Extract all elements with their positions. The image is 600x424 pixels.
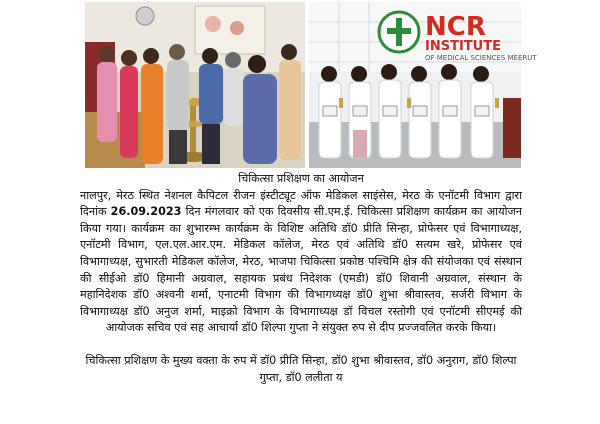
paragraph-1-intro: नालपुर, मेरठ स्थित नेशनल कैपिटल रीजन इंस्टीट्यूट ऑफ मेडिकल साइंसेस, मेरठ के एनॉटमी विभाग द्वारा दिनांक (80, 188, 522, 219)
ncr-logo-icon (379, 12, 419, 52)
banner-brand: NCR (425, 12, 486, 42)
event-date: 26.09.2023 (110, 205, 182, 219)
event-photos (85, 2, 537, 168)
paragraph-1-rest: दिन मंगलवार को एक दिवसीय सी.एम.ई. चिकित्सा प्रशिक्षण कार्यक्रम का आयोजन किया गया। कार्यक्रम का शुभारम्भ कार्यक्रम के विशिष्ट अतिथि डॉ0 प्रीति सिन्हा, प्रोफेसर एवं विभागाध्यक्ष, एनॉटमी विभाग, एल.एल.आर.एम. मेडिकल कॉलेज, मेरठ एवं अतिथि डॉ0 सत्यम खरे, प्रोफेसर एवं विभागाध्यक्ष, सुभारती मेडिकल कॉलेज, मेरठ, भाजपा चिकित्सा प्रकोष्ठ पश्चिमि क्षेत्र की संयोजका एवं संस्थान की सीईओ डॉ0 हिमानी अग्रवाल, सहायक प्रबंध निदेशक (एमडी) डॉ0 शिवानी अग्रवाल, संस्थान के महानिदेशक डॉ0 अश्वनी शर्मा, एनाटमी विभाग की विभागध्यक्ष डॉ0 शुभा श्रीवास्तव, सर्जरी विभाग के विभागाध्यक्ष डॉ0 अनुज शर्मा, माइक्रो विभाग के विभागाध्यक्ष डॉ विचल रस्तोगी एवं एनॉटमी सीएमई की आयोजक सचिव एवं सह आचार्या डॉ0 शिल्पा गुप्ता ने संयुक्त रुप से दीप प्रज्जवलित करके किया। (80, 205, 523, 335)
article-paragraph-1 (80, 188, 522, 337)
award-recipients-photo (309, 2, 537, 168)
article-title: चिकित्सा प्रशिक्षण का आयोजन (238, 172, 364, 185)
lamp-lighting-photo (85, 2, 305, 168)
banner-institute: INSTITUTE (425, 39, 501, 54)
news-article (80, 171, 522, 386)
banner-subtitle: OF MEDICAL SCIENCES MEERUT (425, 54, 537, 62)
article-paragraph-2: चिकित्सा प्रशिक्षण के मुख्य वक्ता के रुप में डॉ0 प्रीति सिन्हा, डॉ0 शुभा श्रीवास्तव, डॉ0 अनुराग, डॉ0 शिल्पा गुप्ता, डॉ0 ललीता य (85, 353, 517, 384)
